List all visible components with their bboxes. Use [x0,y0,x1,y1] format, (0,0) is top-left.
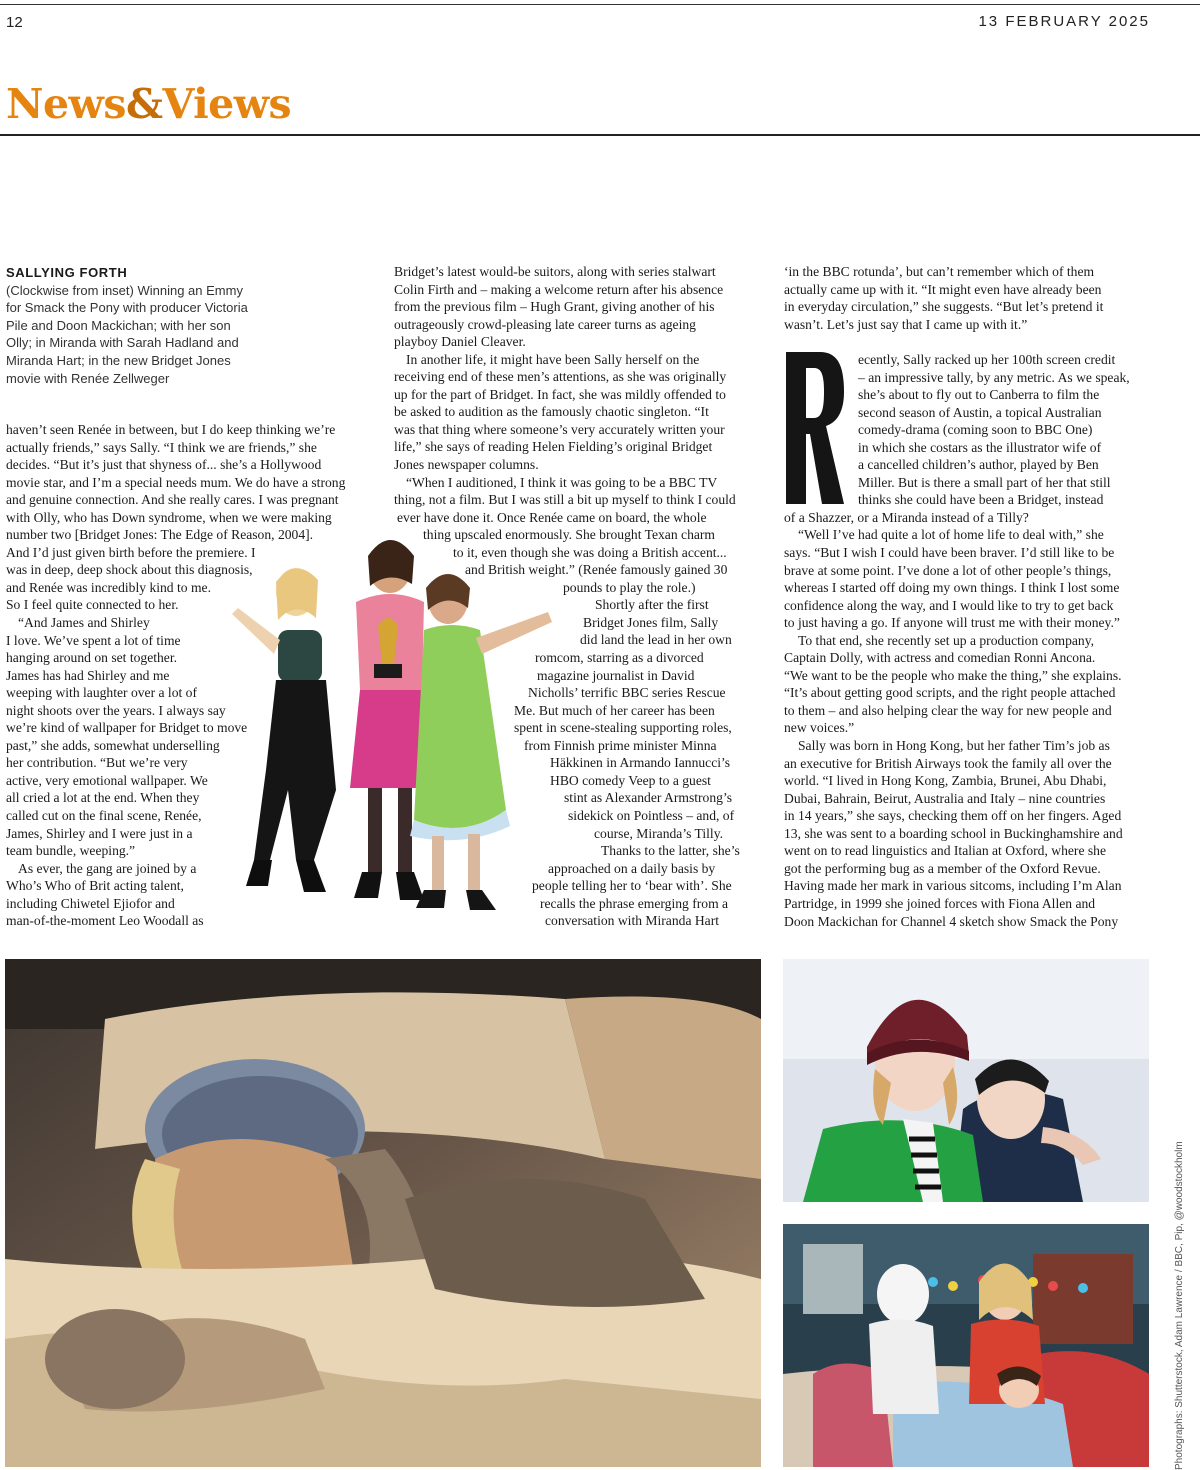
article-line: Jones newspaper columns. [394,457,539,473]
article-line: Thanks to the latter, she’s [601,843,740,859]
article-line: 13, she was sent to a boarding school in Buckinghamshire and [784,825,1123,841]
article-line: “And James and Shirley [18,615,150,631]
photo-credit: Photographs: Shutterstock, Adam Lawrence / BBC, Pip, @woodstockholm [1174,1141,1185,1470]
article-line: thinks she could have been a Bridget, instead [858,492,1104,508]
caption-line: (Clockwise from inset) Winning an Emmy [6,282,243,298]
article-line: she’s about to fly out to Canberra to film the [858,387,1100,403]
caption-line: for Smack the Pony with producer Victoria [6,300,248,316]
article-line: life,” she says of reading Helen Fielding’s original Bridget [394,439,713,455]
article-line: in 14 years,” she says, checking them off on her fingers. Aged [784,808,1122,824]
article-line: Captain Dolly, with actress and comedian Ronni Ancona. [784,650,1096,666]
article-line: from Finnish prime minister Minna [524,737,717,753]
article-line: Colin Firth and – making a welcome return after his absence [394,281,724,297]
article-line: thing upscaled enormously. She brought Texan charm [423,527,716,543]
article-line: Dubai, Bahrain, Beirut, Australia and Italy – nine countries [784,790,1106,806]
article-line: James has had Shirley and me [6,667,170,683]
article-line: magazine journalist in David [537,667,695,683]
article-line: To that end, she recently set up a production company, [798,632,1095,648]
article-line: was in deep, deep shock about this diagnosis, [6,562,253,578]
article-line: course, Miranda’s Tilly. [594,825,724,841]
article-line: “It’s about getting good scripts, and the right people attached [784,685,1116,701]
article-line: ever have done it. Once Renée came on board, the whole [397,509,707,525]
article-line: Nicholls’ terrific BBC series Rescue [528,685,726,701]
section-title-part2: Views [162,80,292,128]
article-line: Partridge, in 1999 she joined forces with Fiona Allen and [784,895,1096,911]
article-line: up for the part of Bridget. In fact, she was mildly offended to [394,386,726,402]
article-line: recalls the phrase emerging from a [540,895,729,911]
article-line: Me. But much of her career has been [514,702,715,718]
article-line: Shortly after the first [595,597,709,613]
article-line: And I’d just given birth before the premiere. I [6,544,256,560]
article-line: comedy-drama (coming soon to BBC One) [858,422,1093,438]
article-line: movie star, and I’m a special needs mum. We do have a strong [6,474,346,490]
article-line: from the previous film – Hugh Grant, giving another of his [394,299,715,315]
article-line: haven’t seen Renée in between, but I do keep thinking we’re [6,422,336,437]
article-line: thing, not a film. But I was still a bit up myself to think I could [394,492,736,508]
article-line: man-of-the-moment Leo Woodall as [6,913,204,929]
article-line: active, very emotional wallpaper. We [6,772,208,788]
article-line: Having made her mark in various sitcoms, including I’m Alan [784,878,1122,894]
emmy-group-photo [218,530,563,920]
article-line: all cried a lot at the end. When they [6,790,200,806]
article-line: sidekick on Pointless – and, of [568,807,735,823]
article-line: Bridget’s latest would-be suitors, along with series stalwart [394,264,716,279]
article-line: Who’s Who of Brit acting talent, [6,878,184,894]
article-line: Bridget Jones film, Sally [583,614,719,630]
bridget-jones-bed-photo [5,959,761,1467]
article-line: “We want to be the people who make the thing,” she explains. [784,667,1122,683]
article-line: people telling her to ‘bear with’. She [532,878,732,894]
article-line: a cancelled children’s author, played by Ben [858,457,1099,473]
article-line: In another life, it might have been Sally herself on the [406,351,700,367]
article-line: in which she costars as the illustrator wife of [858,439,1102,455]
article-column-3 [784,351,1152,930]
article-line: and genuine connection. And she really cares. I was pregnant [6,492,339,508]
article-line: says. “But I wish I could have been braver. I’d still like to be [784,545,1115,561]
article-line: team bundle, weeping.” [6,843,136,859]
article-line: to them – and also helping clear the way for new people and [784,702,1112,718]
article-line: went on to read linguistics and Italian at Oxford, where she [784,843,1107,859]
article-line: an executive for British Airways took the family all over the [784,755,1112,771]
article-line: past,” she adds, somewhat underselling [6,737,220,753]
article-line: to just having a go. If anyone will trust me with their money.” [784,615,1120,631]
caption-line: movie with Renée Zellweger [6,370,170,386]
article-line: Miller. But is there a small part of her that still [858,474,1111,490]
article-line: ecently, Sally racked up her 100th screen credit [858,352,1116,367]
article-line: world. “I lived in Hong Kong, Zambia, Brunei, Abu Dhabi, [784,773,1107,789]
article-line: James, Shirley and I were just in a [6,825,193,841]
article-line: Doon Mackichan for Channel 4 sketch show Smack the Pony [784,913,1119,929]
article-line: with Olly, who has Down syndrome, when we were making [6,509,332,525]
article-line: weeping with laughter over a lot of [6,685,198,701]
article-line: approached on a daily basis by [548,860,716,876]
article-line: So I feel quite connected to her. [6,597,179,613]
article-line: be asked to audition as the famously chaotic singleton. “It [394,404,709,420]
section-title [6,80,291,128]
article-line: pounds to play the role.) [563,579,696,595]
article-line: and British weight.” (Renée famously gained 30 [465,562,728,578]
article-line: playboy Daniel Cleaver. [394,334,526,350]
article-line: actually friends,” says Sally. “I think we are friends,” she [6,439,317,455]
article-line: was that thing where someone’s very accurately written your [394,421,725,437]
article-line: whereas I started off doing my own things. I think I lost some [784,580,1120,596]
article-line: receiving end of these men’s attentions, as she was originally [394,369,727,385]
article-line: her contribution. “But we’re very [6,755,188,771]
article-line: As ever, the gang are joined by a [18,860,197,876]
article-line: number two [Bridget Jones: The Edge of Reason, 2004]. [6,527,314,543]
article-line: hanging around on set together. [6,650,178,666]
article-line: new voices.” [784,720,855,736]
caption-line: Miranda Hart; in the new Bridget Jones [6,352,231,368]
article-line: actually came up with it. “It might even have already been [784,281,1102,297]
caption-heading: SALLYING FORTH [6,265,128,280]
article-line: stint as Alexander Armstrong’s [564,790,733,806]
article-line: – an impressive tally, by any metric. As we speak, [858,369,1130,385]
article-line: HBO comedy Veep to a guest [550,772,711,788]
article-line: called cut on the final scene, Renée, [6,808,202,824]
section-title-amp: & [125,80,163,128]
article-line: got the performing bug as a member of the Oxford Revue. [784,860,1101,876]
article-line: and Renée was incredibly kind to me. [6,579,211,595]
article-line: brave at some point. I’ve done a lot of other people’s things, [784,562,1112,578]
article-line: night shoots over the years. I always say [6,702,226,718]
article-line: I love. We’ve spent a lot of time [6,632,181,648]
article-line: to it, even though she was doing a British accent... [453,544,727,560]
miranda-sofa-photo [783,1224,1149,1467]
article-line: confidence along the way, and I would like to try to get back [784,597,1114,613]
article-line: wasn’t. Let’s just say that I came up with it.” [784,316,1028,332]
article-line: “Well I’ve had quite a lot of home life to deal with,” she [798,527,1104,543]
top-rule [0,4,1200,5]
article-column-3-intro [784,263,1152,333]
sally-and-son-photo [783,959,1149,1202]
article-line: conversation with Miranda Hart [545,913,720,929]
article-line: outrageously crowd-pleasing late career turns as ageing [394,316,696,332]
article-line: including Chiwetel Ejiofor and [6,895,175,911]
section-title-part1: News [6,80,126,128]
caption-line: Olly; in Miranda with Sarah Hadland and [6,335,239,351]
photo-caption [6,264,256,387]
article-line: did land the lead in her own [580,632,732,648]
section-rule [0,134,1200,136]
article-line: “When I auditioned, I think it was going to be a BBC TV [406,474,718,490]
caption-line: Pile and Doon Mackichan; with her son [6,317,231,333]
article-line: decides. “But it’s just that shyness of... she’s a Hollywood [6,457,322,473]
article-line: in everyday circulation,” she suggests. “But let’s pretend it [784,299,1104,315]
article-line: we’re kind of wallpaper for Bridget to move [6,720,248,736]
article-line: romcom, starring as a divorced [535,650,704,666]
article-line: Sally was born in Hong Kong, but her father Tim’s job as [798,738,1110,754]
caption-text [6,282,256,388]
issue-date: 13 FEBRUARY 2025 [978,13,1150,30]
article-line: ‘in the BBC rotunda’, but can’t remember which of them [784,264,1095,279]
page-number: 12 [6,14,23,31]
article-line: spent in scene-stealing supporting roles, [514,720,732,736]
article-line: second season of Austin, a topical Australian [858,404,1102,420]
article-line: Häkkinen in Armando Iannucci’s [550,755,731,771]
article-line: of a Shazzer, or a Miranda instead of a Tilly? [784,509,1029,525]
